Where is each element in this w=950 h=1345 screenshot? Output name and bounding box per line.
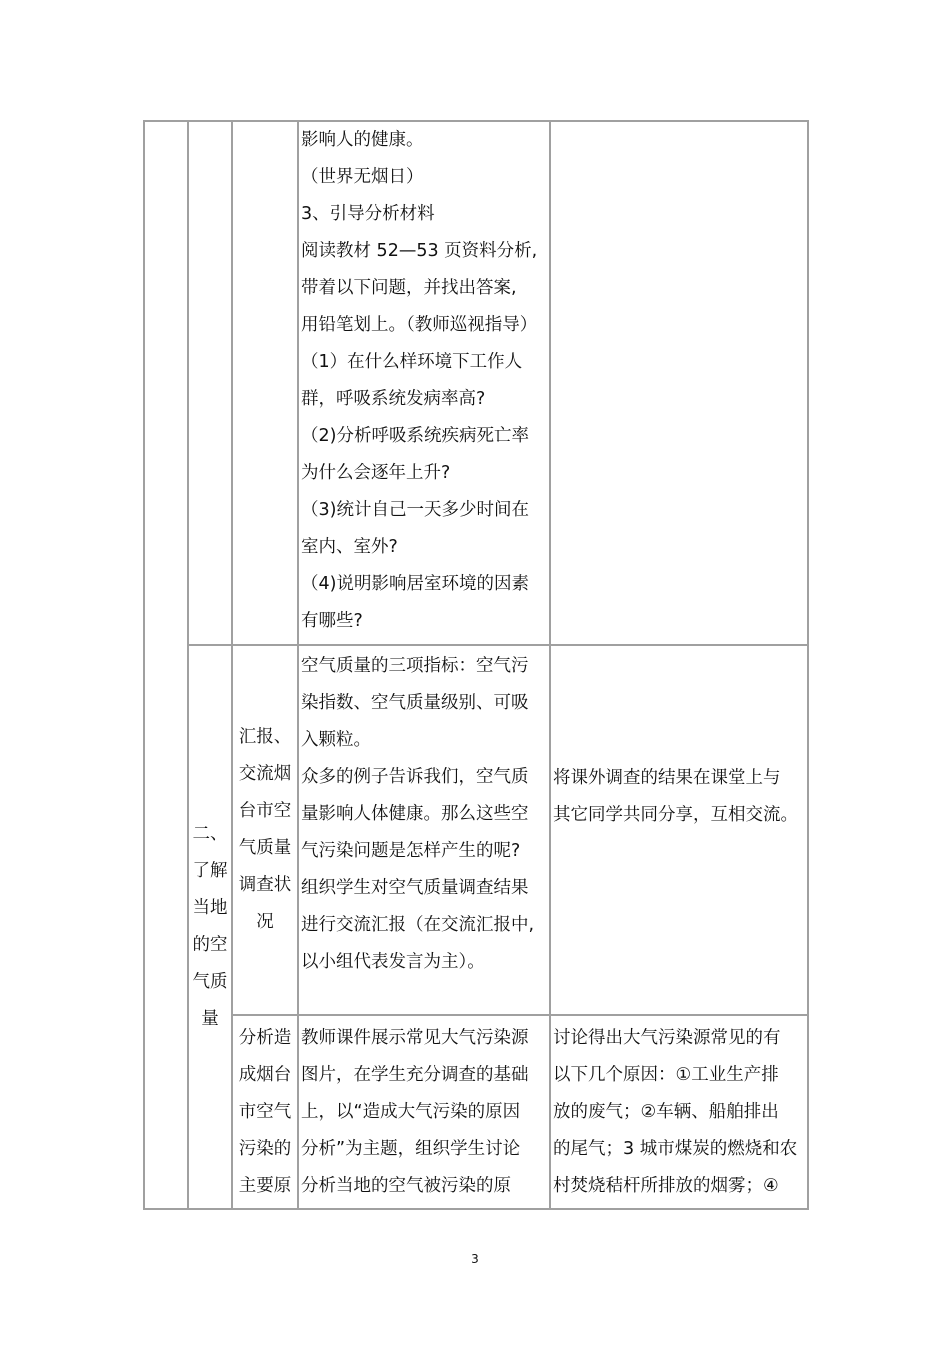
text-line: 二、 bbox=[192, 824, 228, 844]
section-title-cell bbox=[188, 645, 232, 1209]
section-cell bbox=[188, 121, 232, 645]
text-line: （4)说明影响居室环境的因素 bbox=[301, 574, 529, 594]
student-activity-text bbox=[551, 646, 807, 834]
text-line: 量影响人体健康。那么这些空 bbox=[301, 804, 529, 824]
text-line: 空气质量的三项指标：空气污 bbox=[301, 656, 529, 676]
topic-text bbox=[233, 719, 297, 941]
text-line: 放的废气；②车辆、船舶排出 bbox=[553, 1102, 779, 1122]
teacher-activity-cell bbox=[298, 1015, 550, 1209]
text-line: 为什么会逐年上升? bbox=[301, 463, 451, 483]
text-line: 3、引导分析材料 bbox=[301, 204, 435, 224]
text-line: 分析”为主题，组织学生讨论 bbox=[301, 1139, 521, 1159]
text-line: 分析造 bbox=[238, 1028, 292, 1048]
text-line: 分析当地的空气被污染的原 bbox=[301, 1176, 511, 1196]
text-line: 讨论得出大气污染源常见的有 bbox=[553, 1028, 781, 1048]
text-line: 台市空 bbox=[238, 801, 292, 821]
text-line: 气质 bbox=[192, 972, 228, 992]
text-line: 当地 bbox=[192, 898, 228, 918]
text-line: （3)统计自己一天多少时间在 bbox=[301, 500, 529, 520]
text-line: 污染的 bbox=[238, 1139, 292, 1159]
text-line: 的尾气；3 城市煤炭的燃烧和农 bbox=[553, 1139, 798, 1159]
text-line: 以小组代表发言为主）。 bbox=[301, 952, 485, 972]
text-line: 气污染问题是怎样产生的呢? bbox=[301, 841, 521, 861]
text-line: 汇报、 bbox=[238, 727, 292, 747]
page-number: 3 bbox=[471, 1252, 479, 1266]
topic-cell bbox=[232, 121, 298, 645]
text-line: 组织学生对空气质量调查结果 bbox=[301, 878, 529, 898]
student-activity-text bbox=[551, 1016, 807, 1205]
text-line: 以下几个原因：①工业生产排 bbox=[553, 1065, 779, 1085]
teacher-activity-cell bbox=[298, 645, 550, 1015]
text-line: 进行交流汇报（在交流汇报中, bbox=[301, 915, 535, 935]
text-line: 入颗粒。 bbox=[301, 730, 371, 750]
text-line: 气质量 bbox=[238, 838, 292, 858]
student-activity-cell bbox=[550, 645, 808, 1015]
text-line: 用铅笔划上。（教师巡视指导） bbox=[301, 315, 538, 335]
text-line: （1）在什么样环境下工作人 bbox=[301, 352, 523, 372]
text-line: 室内、室外? bbox=[301, 537, 398, 557]
text-line: 将课外调查的结果在课堂上与 bbox=[553, 768, 781, 788]
student-activity-cell bbox=[550, 1015, 808, 1209]
lesson-plan-table bbox=[143, 120, 809, 1210]
teacher-activity-text bbox=[299, 122, 549, 640]
text-line: 群，呼吸系统发病率高? bbox=[301, 389, 486, 409]
text-line: 图片，在学生充分调查的基础 bbox=[301, 1065, 529, 1085]
teacher-activity-text bbox=[299, 646, 549, 981]
text-line: 村焚烧秸杆所排放的烟雾；④ bbox=[553, 1176, 779, 1196]
text-line: 其它同学共同分享，互相交流。 bbox=[553, 805, 798, 825]
text-line: 况 bbox=[256, 912, 274, 932]
text-line: 市空气 bbox=[238, 1102, 292, 1122]
section-title bbox=[189, 816, 231, 1038]
text-line: 了解 bbox=[192, 861, 228, 881]
text-line: 影响人的健康。 bbox=[301, 130, 424, 150]
text-line: 带着以下问题，并找出答案, bbox=[301, 278, 517, 298]
student-activity-cell bbox=[550, 121, 808, 645]
topic-text bbox=[233, 1016, 297, 1205]
text-line: 交流烟 bbox=[238, 764, 292, 784]
text-line: 主要原 bbox=[238, 1176, 292, 1196]
text-line: 量 bbox=[201, 1009, 219, 1029]
table-row bbox=[144, 121, 808, 645]
table-row bbox=[144, 1015, 808, 1209]
teacher-activity-text bbox=[299, 1016, 549, 1205]
stage-column-cell bbox=[144, 121, 188, 1209]
text-line: 染指数、空气质量级别、可吸 bbox=[301, 693, 529, 713]
text-line: 阅读教材 52—53 页资料分析, bbox=[301, 241, 538, 261]
text-line: 有哪些? bbox=[301, 611, 363, 631]
teacher-activity-cell bbox=[298, 121, 550, 645]
text-line: 教师课件展示常见大气污染源 bbox=[301, 1028, 529, 1048]
topic-cell bbox=[232, 645, 298, 1015]
text-line: 调查状 bbox=[238, 875, 292, 895]
topic-cell bbox=[232, 1015, 298, 1209]
table-row bbox=[144, 645, 808, 1015]
text-line: （2)分析呼吸系统疾病死亡率 bbox=[301, 426, 529, 446]
text-line: 上，以“造成大气污染的原因 bbox=[301, 1102, 521, 1122]
text-line: 成烟台 bbox=[238, 1065, 292, 1085]
text-line: （世界无烟日） bbox=[301, 167, 424, 187]
text-line: 众多的例子告诉我们，空气质 bbox=[301, 767, 529, 787]
text-line: 的空 bbox=[192, 935, 228, 955]
